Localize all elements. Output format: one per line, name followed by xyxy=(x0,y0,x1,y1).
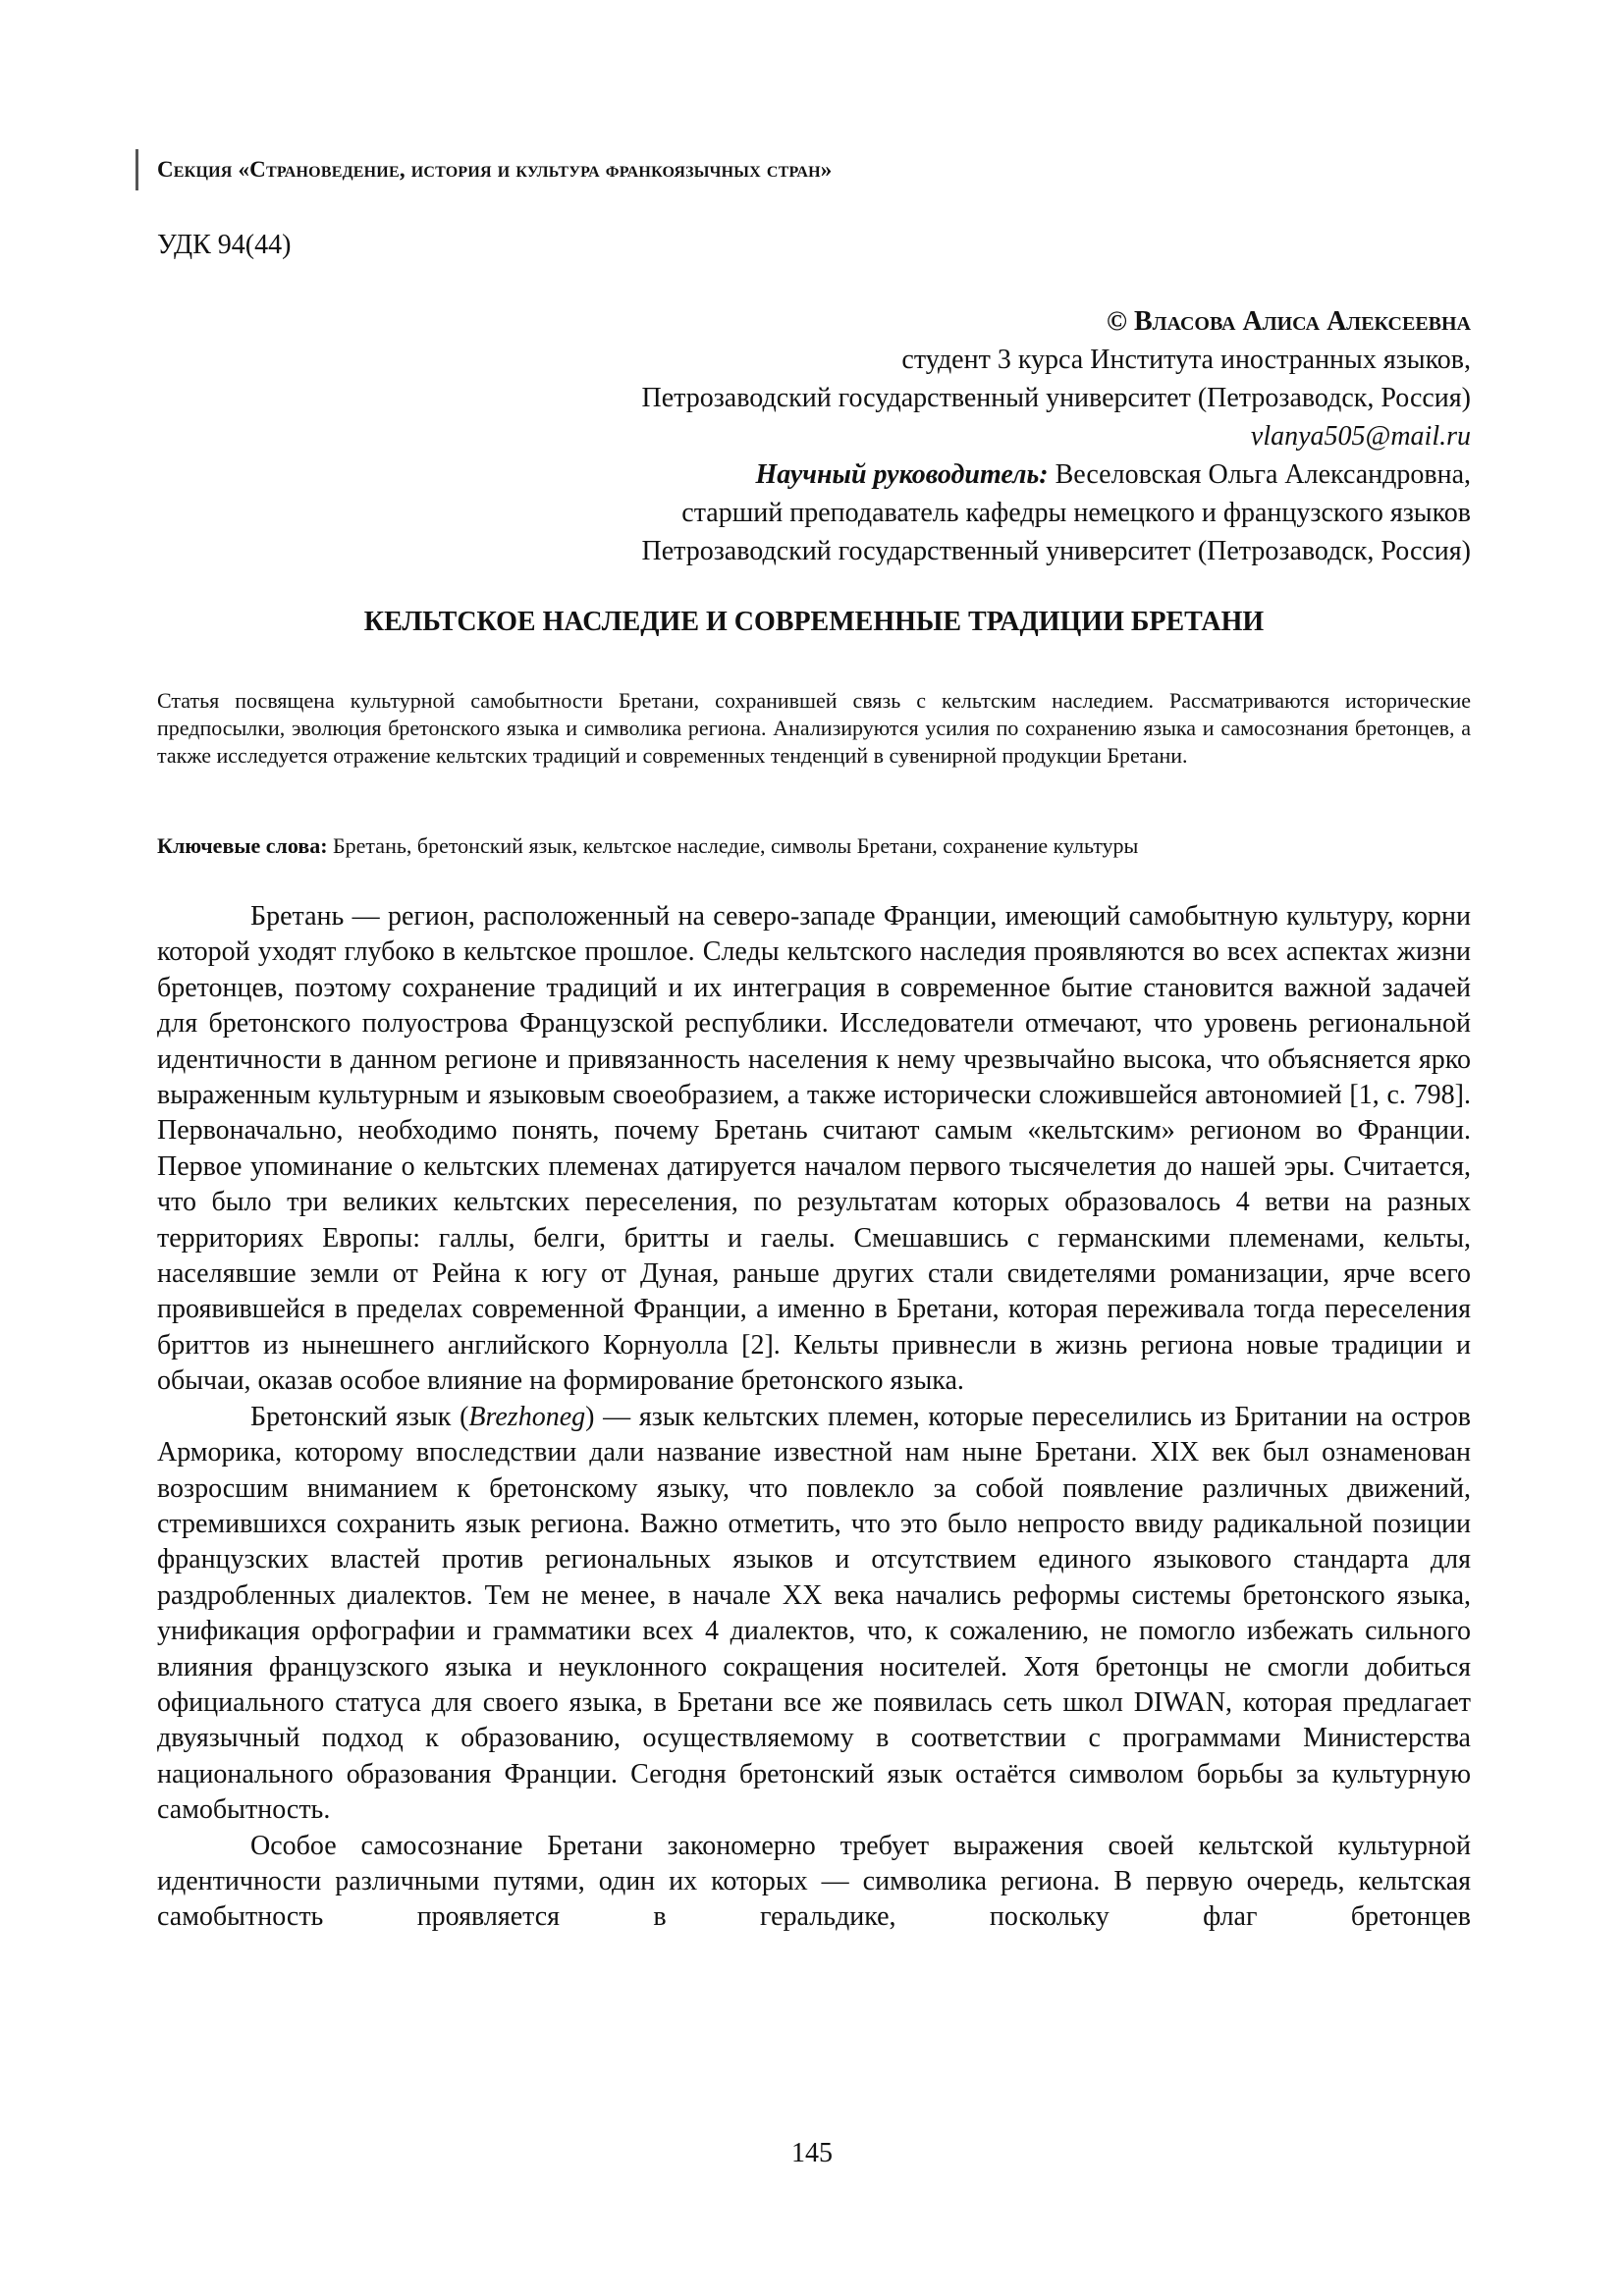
article-title: КЕЛЬТСКОЕ НАСЛЕДИЕ И СОВРЕМЕННЫЕ ТРАДИЦИИ БРЕТАНИ xyxy=(363,607,1265,637)
paragraph-3: Особое самосознание Бретани закономерно требует выражения своей кельтской культурной идентичности различными путями, один их которых — символика региона. В первую очередь, кельтская самобытность проявляется в геральдике, поскольку флаг бретонцев xyxy=(157,1830,1471,1933)
author-name: © Власова Алиса Алексеевна xyxy=(1107,306,1471,337)
supervisor-name: Веселовская Ольга Александровна, xyxy=(1048,459,1471,490)
brezhoneg-term: Brezhoneg xyxy=(468,1401,586,1432)
paragraph-1: Бретань — регион, расположенный на северо-западе Франции, имеющий самобытную культуру, корни которой уходят глубоко в кельтское прошлое. Следы кельтского наследия проявляются во всех аспектах жизни бретонцев, поэтому сохранение традиций и их интеграция в современное бытие становится важной задачей для бретонского полуострова Французской республики. Исследователи отмечают, что уровень региональной идентичности в данном регионе и привязанность населения к нему чрезвычайно высока, что объясняется ярко выраженным культурным и языковым своеобразием, а также исторически сложившейся автономией [1, с. 798]. Первоначально, необходимо понять, почему Бретань считают самым «кельтским» регионом во Франции. Первое упоминание о кельтских племенах датируется началом первого тысячелетия до нашей эры. Считается, что было три великих кельтских переселения, по результатам которых образовалось 4 ветви на разных территориях Европы: галлы, белги, бритты и гаелы. Смешавшись с германскими племенами, кельты, населявшие земли от Рейна к югу от Дуная, раньше других стали свидетелями романизации, ярче всего проявившейся в пределах современной Франции, а именно в Бретани, которая переживала тогда переселения бриттов из нынешнего английского Корнуолла [2]. Кельты привнесли в жизнь региона новые традиции и обычаи, оказав особое влияние на формирование бретонского языка. xyxy=(157,901,1471,1397)
supervisor-label: Научный руководитель: xyxy=(755,459,1049,490)
paragraph-2 xyxy=(157,1400,1471,1829)
body-text xyxy=(157,899,1471,1936)
supervisor-position: старший преподаватель кафедры немецкого и французского языков xyxy=(681,498,1471,528)
author-email: vlanya505@mail.ru xyxy=(1250,421,1471,452)
supervisor-line xyxy=(194,455,1471,494)
author-block xyxy=(194,302,1471,570)
page-number: 145 xyxy=(791,2138,833,2168)
section-header: Секция «Страноведение, история и культура франкоязычных стран» xyxy=(157,157,833,182)
margin-bar xyxy=(135,149,138,190)
supervisor-affiliation: Петрозаводский государственный университет (Петрозаводск, Россия) xyxy=(641,536,1471,566)
abstract: Статья посвящена культурной самобытности Бретани, сохранившей связь с кельтским наследием. Рассматриваются исторические предпосылки, эволюция бретонского языка и символика региона. Анализируются усилия по сохранению языка и самосознания бретонцев, а также исследуется отражение кельтских традиций и современных тенденций в сувенирной продукции Бретани. xyxy=(157,688,1471,768)
paragraph-2-start: Бретонский язык ( xyxy=(250,1401,469,1432)
paragraph-2-rest: ) — язык кельтских племен, которые переселились из Британии на остров Арморика, которому впоследствии дали название известной нам ныне Бретани. XIX век был ознаменован возросшим вниманием к бретонскому языку, что повлекло за собой появление различных движений, стремившихся сохранить язык региона. Важно отметить, что это было непросто ввиду радикальной позиции французских властей против региональных языков и отсутствием единого языкового стандарта для раздробленных диалектов. Тем не менее, в начале XX века начались реформы системы бретонского языка, унификация орфографии и грамматики всех 4 диалектов, что, к сожалению, не помогло избежать сильного влияния французского языка и неуклонного сокращения носителей. Хотя бретонцы не смогли добиться официального статуса для своего языка, в Бретани все же появилась сеть школ DIWAN, которая предлагает двуязычный подход к образованию, осуществляемому в соответствии с программами Министерства национального образования Франции. Сегодня бретонский язык остаётся символом борьбы за культурную самобытность. xyxy=(157,1401,1471,1826)
author-affiliation: Петрозаводский государственный университет (Петрозаводск, Россия) xyxy=(641,383,1471,413)
keywords xyxy=(157,832,1471,860)
udk-code: УДК 94(44) xyxy=(157,230,292,260)
keywords-text: Бретань, бретонский язык, кельтское наследие, символы Бретани, сохранение культуры xyxy=(327,833,1139,858)
author-position: студент 3 курса Института иностранных языков, xyxy=(901,345,1471,375)
keywords-label: Ключевые слова: xyxy=(157,833,328,858)
